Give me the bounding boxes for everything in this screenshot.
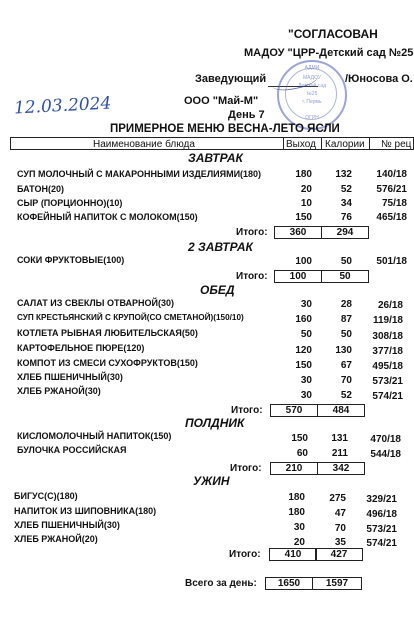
organization-name: МАДОУ "ЦРР-Детский сад №25	[244, 47, 414, 59]
dish-name: ХЛЕБ ПШЕНИЧНЫЙ(30)	[17, 372, 123, 382]
column-calories-header: Калории	[325, 139, 365, 150]
dish-recipe: 501/18	[376, 256, 407, 267]
dish-name: КОТЛЕТА РЫБНАЯ ЛЮБИТЕЛЬСКАЯ(50)	[17, 328, 198, 338]
dish-calories: 47	[334, 508, 346, 519]
dish-calories: 52	[340, 390, 352, 401]
dish-name: КОФЕЙНЫЙ НАПИТОК С МОЛОКОМ(150)	[17, 212, 198, 222]
dish-name: БИГУС(С)(180)	[14, 491, 78, 501]
column-recipe-header: № рец	[381, 139, 412, 150]
head-label: Заведующий	[195, 73, 267, 85]
dish-name: КОМПОТ ИЗ СМЕСИ СУХОФРУКТОВ(150)	[17, 358, 198, 368]
dish-name: СОКИ ФРУКТОВЫЕ(100)	[17, 255, 125, 265]
dish-output: 150	[295, 360, 312, 371]
dish-calories: 275	[329, 493, 346, 504]
dish-name: БАТОН(20)	[17, 184, 64, 194]
official-stamp: АДМИ МАДОУ Детский сад №25 г. Пермь ОГРН	[277, 60, 347, 130]
dish-output: 180	[288, 492, 305, 503]
dish-name: НАПИТОК ИЗ ШИПОВНИКА(180)	[14, 506, 157, 516]
grand-total-label: Всего за день:	[185, 578, 257, 589]
dish-output: 50	[300, 329, 312, 340]
section-title-second-breakfast: 2 ЗАВТРАК	[188, 240, 253, 254]
dish-calories: 70	[334, 523, 346, 534]
section-total-output: 570	[270, 404, 318, 417]
section-total-output: 210	[270, 462, 318, 475]
dish-name: КИСЛОМОЛОЧНЫЙ НАПИТОК(150)	[17, 431, 172, 441]
dish-recipe: 140/18	[376, 169, 407, 180]
column-name-header: Наименование блюда	[93, 139, 195, 150]
dish-name: ХЛЕБ ПШЕНИЧНЫЙ(30)	[14, 520, 120, 530]
dish-calories: 28	[340, 299, 352, 310]
company-name: ООО "Май-М"	[184, 95, 259, 107]
dish-output: 100	[295, 256, 312, 267]
dish-recipe: 495/18	[372, 361, 403, 372]
dish-output: 20	[300, 184, 312, 195]
dish-output: 160	[295, 314, 312, 325]
section-total-output: 100	[274, 270, 322, 283]
dish-output: 150	[295, 212, 312, 223]
dish-name: ХЛЕБ РЖАНОЙ(30)	[17, 386, 101, 396]
dish-name: ХЛЕБ РЖАНОЙ(20)	[14, 534, 98, 544]
dish-recipe: 573/21	[372, 376, 403, 387]
dish-calories: 87	[340, 314, 352, 325]
dish-output: 30	[293, 522, 305, 533]
dish-recipe: 119/18	[372, 315, 403, 326]
dish-output: 180	[295, 169, 312, 180]
section-total-output: 360	[274, 226, 322, 239]
dish-calories: 211	[331, 448, 348, 459]
dish-recipe: 26/18	[377, 300, 403, 311]
dish-recipe: 470/18	[370, 434, 401, 445]
dish-calories: 67	[340, 360, 352, 371]
section-total-label: Итого:	[236, 227, 268, 238]
dish-calories: 35	[334, 537, 346, 548]
section-title-breakfast: ЗАВТРАК	[188, 151, 243, 165]
menu-title: ПРИМЕРНОЕ МЕНЮ ВЕСНА-ЛЕТО ЯСЛИ	[110, 123, 340, 135]
dish-calories: 34	[340, 198, 352, 209]
grand-total-calories: 1597	[312, 577, 362, 590]
dish-output: 180	[288, 507, 305, 518]
dish-name: БУЛОЧКА РОССИЙСКАЯ	[17, 445, 127, 455]
dish-recipe: 573/21	[366, 524, 397, 535]
dish-calories: 132	[335, 169, 352, 180]
section-total-label: Итого:	[229, 549, 261, 560]
dish-recipe: 544/18	[370, 449, 401, 460]
dish-calories: 52	[340, 184, 352, 195]
dish-recipe: 75/18	[381, 198, 407, 209]
dish-recipe: 377/18	[372, 346, 403, 357]
dish-output: 30	[300, 299, 312, 310]
dish-name: САЛАТ ИЗ СВЕКЛЫ ОТВАРНОЙ(30)	[17, 298, 175, 308]
dish-recipe: 465/18	[376, 212, 407, 223]
column-divider	[369, 137, 370, 150]
column-divider	[283, 137, 284, 150]
section-title-afternoon-snack: ПОЛДНИК	[185, 416, 245, 430]
dish-recipe: 496/18	[366, 509, 397, 520]
dish-calories: 50	[340, 256, 352, 267]
approval-heading: "СОГЛАСОВАН	[288, 27, 378, 41]
day-label: День 7	[228, 109, 265, 121]
section-total-calories: 294	[321, 226, 369, 239]
section-total-calories: 427	[315, 548, 363, 561]
dish-calories: 76	[340, 212, 352, 223]
dish-output: 150	[291, 433, 308, 444]
dish-output: 10	[300, 198, 312, 209]
section-total-calories: 50	[321, 270, 369, 283]
dish-calories: 70	[340, 375, 352, 386]
dish-output: 20	[293, 537, 305, 548]
section-total-calories: 342	[317, 462, 365, 475]
section-total-label: Итого:	[231, 405, 263, 416]
section-total-label: Итого:	[230, 463, 262, 474]
dish-output: 120	[295, 345, 312, 356]
dish-recipe: 308/18	[372, 331, 403, 342]
table-header	[10, 137, 414, 150]
dish-name: СЫР (ПОРЦИОННО)(10)	[17, 198, 123, 208]
dish-recipe: 329/21	[366, 494, 397, 505]
dish-calories: 50	[340, 329, 352, 340]
dish-recipe: 574/21	[372, 391, 403, 402]
column-divider	[321, 137, 322, 150]
dish-output: 30	[300, 375, 312, 386]
dish-output: 30	[300, 390, 312, 401]
section-total-calories: 484	[317, 404, 365, 417]
dish-calories: 131	[331, 433, 348, 444]
grand-total-output: 1650	[265, 577, 313, 590]
column-output-header: Выход	[286, 139, 316, 150]
section-title-lunch: ОБЕД	[200, 283, 235, 297]
dish-recipe: 574/21	[366, 538, 397, 549]
dish-name: СУП КРЕСТЬЯНСКИЙ С КРУПОЙ(СО СМЕТАНОЙ)(150/10)	[17, 313, 244, 322]
dish-output: 60	[296, 448, 308, 459]
dish-calories: 130	[335, 345, 352, 356]
section-title-dinner: УЖИН	[193, 474, 230, 488]
head-name: /Юносова О.	[345, 73, 413, 85]
section-total-label: Итого:	[236, 271, 268, 282]
dish-name: СУП МОЛОЧНЫЙ С МАКАРОННЫМИ ИЗДЕЛИЯМИ(180)	[17, 169, 262, 179]
dish-recipe: 576/21	[376, 184, 407, 195]
dish-name: КАРТОФЕЛЬНОЕ ПЮРЕ(120)	[17, 343, 145, 353]
handwritten-date: 12.03.2024	[13, 93, 112, 119]
section-total-output: 410	[269, 548, 317, 561]
